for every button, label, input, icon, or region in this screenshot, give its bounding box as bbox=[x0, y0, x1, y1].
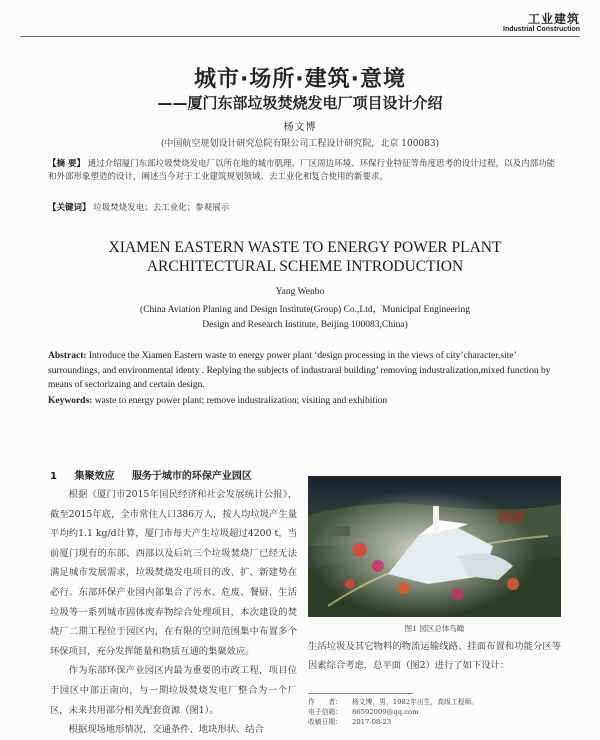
keywords-cn-text: 垃圾焚烧发电；去工业化；参观展示 bbox=[93, 203, 230, 213]
abstract-cn-label: 【摘 要】 bbox=[48, 159, 85, 169]
aerial-render-image bbox=[308, 476, 561, 617]
keywords-en-label: Keywords: bbox=[48, 396, 93, 406]
section-1-title-a: 集聚效应 bbox=[74, 471, 115, 482]
author-en: Yang Wenbo bbox=[275, 287, 325, 297]
abstract-cn-text: 通过介绍厦门东部垃圾焚烧发电厂以所在地的城市肌理、厂区周边环境、环保行业特征等角度思考的设计过程，以及内部功能和外部形象塑造的设计，阐述当今对于工业建筑规划领域、去工业化和复合使用的新要求。 bbox=[48, 159, 556, 182]
body-paragraph-3: 根据现场地形情况，交通条件、地块形状、结合 bbox=[68, 724, 264, 736]
title-cn-sub: ——厦门东部垃圾焚烧发电厂项目设计介绍 bbox=[157, 94, 443, 112]
footnote-email-label: 电子信箱： bbox=[308, 708, 342, 716]
footnote-email-line bbox=[308, 707, 561, 717]
abstract-en bbox=[48, 349, 564, 393]
journal-section-cn: 工业建筑 bbox=[527, 12, 580, 26]
affiliation-cn: (中国航空规划设计研究总院有限公司工程设计研究院，北京 100083) bbox=[160, 139, 440, 149]
title-cn-main: 城市·场所·建筑·意境 bbox=[193, 67, 407, 92]
header-rule bbox=[20, 36, 580, 37]
author-cn: 杨文博 bbox=[283, 122, 317, 133]
footnote-date-line bbox=[308, 717, 561, 727]
footnote-rule bbox=[308, 693, 413, 694]
journal-section-en: Industrial Construction bbox=[503, 26, 580, 33]
title-en: XIAMEN EASTERN WASTE TO ENERGY POWER PLANT ARCHITECTURAL SCHEME INTRODUCTION bbox=[108, 239, 502, 275]
keywords-en bbox=[48, 396, 564, 406]
figure-1-aerial-photo bbox=[308, 476, 561, 617]
footnote-author-value: 杨文博，男，1982年出生，高级工程师。 bbox=[352, 698, 479, 706]
abstract-en-text: Introduce the Xiamen Eastern waste to energy power plant ‘design processing in the views of city’character,site’ surroundings, and environmental identy . Replying the subjects of industraral building’ removing industralization,mixed function by means of sectorizaing and certain design. bbox=[48, 351, 551, 390]
body-paragraph-1: 根据《厦门市2015年国民经济和社会发展统计公报》，截至2015年底，全市常住人口386万人，按人均垃圾产生量平均约1.1 kg/d计算，厦门市每天产生垃圾超过4200 t，当前厦门现有的东部、西部以及后坑三个垃圾焚烧厂已经无法满足城市发展需求，垃圾焚烧发电项目的改、扩、新建势在必行。东部环保产业园内部集合了污水、危废、餐厨、生活垃圾等一系列城市固体废弃物综合处理项目，本次建设的焚烧厂二期工程位于园区内，在有限的空间范围集中布置多个环保项目，充分发挥能量和物质互通的集聚效应。 bbox=[50, 489, 297, 657]
section-1-number: 1 bbox=[50, 471, 57, 482]
author-footnote bbox=[308, 697, 561, 727]
footnote-email-value: 86592009@qq.com bbox=[352, 708, 419, 716]
figure-1-caption: 图1 园区总体鸟瞰 bbox=[404, 624, 465, 633]
body-right-column: 生活垃圾及其它物料的物流运输线路、挂面布置和功能分区等因素综合考虑，总平面（图2）进行了如下设计： bbox=[308, 641, 561, 671]
abstract-en-label: Abstract: bbox=[48, 351, 87, 361]
keywords-en-text: waste to energy power plant; remove industralization; visiting and exhibition bbox=[92, 396, 388, 406]
section-1-heading bbox=[50, 467, 252, 482]
footnote-date-value: 2017-08-23 bbox=[352, 718, 392, 726]
body-left-column bbox=[50, 485, 297, 740]
keywords-cn-label: 【关键词】 bbox=[48, 203, 91, 213]
abstract-cn bbox=[48, 158, 563, 184]
section-1-title-b: 服务于城市的环保产业园区 bbox=[131, 471, 252, 482]
footnote-author-label: 作 者： bbox=[308, 698, 342, 706]
footnote-date-label: 收稿日期： bbox=[308, 718, 342, 726]
body-paragraph-2: 作为东部环保产业园区内最为重要的市政工程，项目位于园区中部正南向，与一期垃圾焚烧发电厂整合为一个厂区，未来共用部分相关配套资源（图1）。 bbox=[50, 665, 297, 716]
footnote-author-line bbox=[308, 697, 561, 707]
affiliation-en: (China Aviation Planing and Design Institute(Group) Co.,Ltd，Municipal Engineering Design and Research Institute, Beijing 100083,China) bbox=[140, 305, 470, 330]
keywords-cn bbox=[48, 201, 563, 213]
